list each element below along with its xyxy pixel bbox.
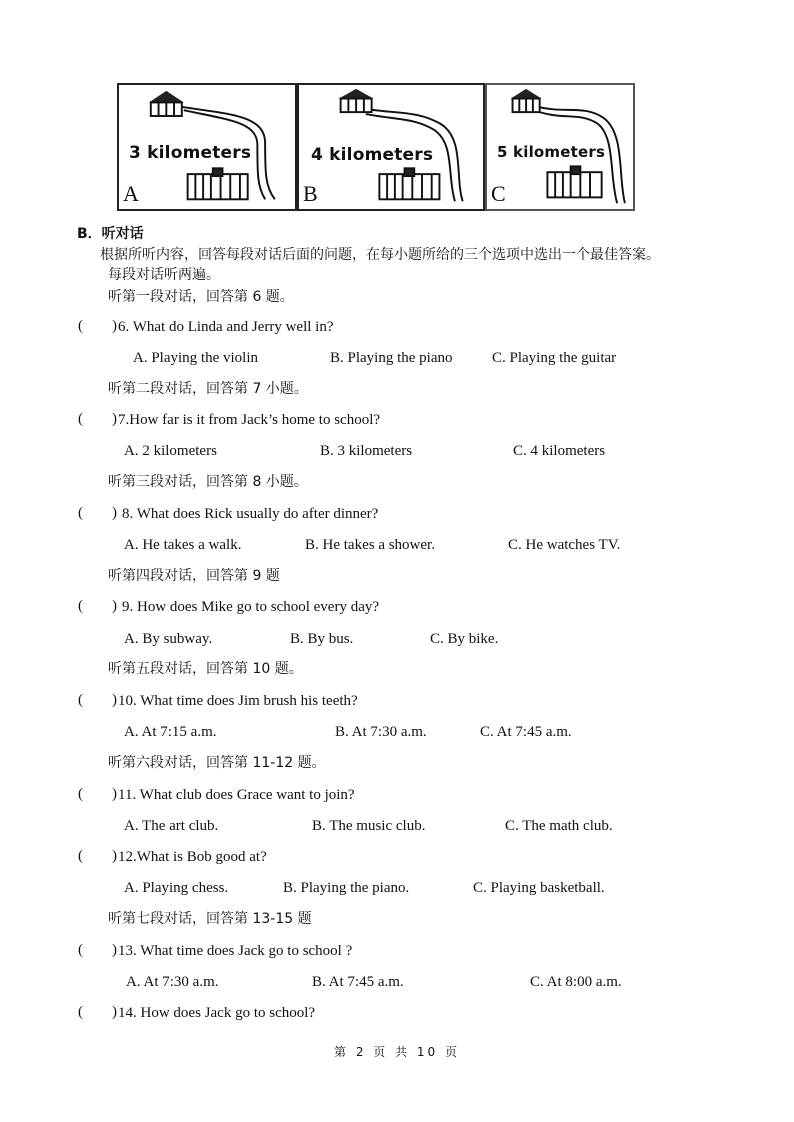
option-letter: C — [491, 181, 506, 206]
option-a: A. Playing the violin — [133, 350, 258, 366]
dialogue-group-label: 听第四段对话，回答第 9 题 — [108, 568, 280, 584]
option-c: C. Playing basketball. — [473, 880, 605, 896]
option-a: A. Playing chess. — [124, 880, 229, 896]
option-c: C. By bike. — [430, 631, 499, 647]
answer-blank-open: ( — [78, 848, 83, 864]
option-a: A. At 7:15 a.m. — [124, 724, 217, 740]
house-icon — [511, 89, 542, 112]
option-a: A. The art club. — [124, 818, 219, 834]
question-text: 8. What does Rick usually do after dinner? — [122, 506, 379, 522]
option-a: A. By subway. — [124, 631, 213, 647]
answer-blank-close: ) — [112, 1004, 117, 1020]
dialogue-group-label: 听第五段对话，回答第 10 题。 — [108, 661, 303, 677]
answer-blank-close: ) — [112, 411, 117, 427]
option-c: C. 4 kilometers — [513, 443, 606, 459]
question-text: 13. What time does Jack go to school ? — [118, 943, 353, 959]
option-b: B. At 7:45 a.m. — [312, 974, 404, 990]
answer-blank-open: ( — [78, 692, 83, 708]
question-text: 9. How does Mike go to school every day? — [122, 599, 380, 615]
option-b: B. Playing the piano — [330, 350, 453, 366]
dialogue-group-label: 听第一段对话，回答第 6 题。 — [108, 289, 294, 305]
question-text: 14. How does Jack go to school? — [118, 1005, 316, 1021]
instruction-line: 根据所听内容，回答每段对话后面的问题，在每小题所给的三个选项中选出一个最佳答案。 — [100, 247, 660, 263]
option-b: B. The music club. — [312, 818, 426, 834]
section-title: B．听对话 — [77, 226, 144, 242]
question-text: 12.What is Bob good at? — [118, 849, 267, 865]
school-icon — [188, 168, 248, 199]
answer-blank-close: ) — [112, 942, 117, 958]
option-c: C. Playing the guitar — [492, 350, 617, 366]
option-b: B. At 7:30 a.m. — [335, 724, 427, 740]
distance-label: 5 kilometers — [497, 143, 606, 161]
distance-label: 4 kilometers — [311, 145, 434, 165]
dialogue-group-label: 听第三段对话，回答第 8 小题。 — [108, 474, 308, 490]
option-letter: B — [303, 181, 318, 206]
option-c: C. At 8:00 a.m. — [530, 974, 622, 990]
dialogue-group-label: 听第二段对话，回答第 7 小题。 — [108, 381, 308, 397]
option-c: C. He watches TV. — [508, 537, 621, 553]
distance-label: 3 kilometers — [129, 143, 252, 163]
school-icon — [379, 168, 439, 199]
question-text: 11. What club does Grace want to join? — [118, 787, 355, 803]
answer-blank-close: ) — [112, 848, 117, 864]
option-a: A. 2 kilometers — [124, 443, 217, 459]
answer-blank-close: ) — [112, 598, 117, 614]
question-text: 6. What do Linda and Jerry well in? — [118, 319, 334, 335]
page-number-footer: 第 2 页 共 10 页 — [334, 1045, 460, 1059]
dialogue-group-label: 听第七段对话，回答第 13-15 题 — [108, 911, 312, 927]
answer-blank-open: ( — [78, 318, 83, 334]
option-b: B. Playing the piano. — [283, 880, 410, 896]
option-letter: A — [123, 181, 139, 206]
picture-c — [485, 83, 635, 211]
answer-blank-open: ( — [78, 411, 83, 427]
option-c: C. The math club. — [505, 818, 613, 834]
answer-blank-open: ( — [78, 1004, 83, 1020]
house-icon — [149, 91, 184, 116]
answer-blank-close: ) — [112, 318, 117, 334]
dialogue-group-label: 听第六段对话，回答第 11-12 题。 — [108, 755, 326, 771]
option-a: A. He takes a walk. — [124, 537, 242, 553]
question-text: 10. What time does Jim brush his teeth? — [118, 693, 358, 709]
answer-blank-open: ( — [78, 786, 83, 802]
picture-b — [297, 83, 485, 211]
answer-blank-close: ) — [112, 692, 117, 708]
answer-blank-open: ( — [78, 505, 83, 521]
option-b: B. By bus. — [290, 631, 354, 647]
option-a: A. At 7:30 a.m. — [126, 974, 219, 990]
picture-a — [117, 83, 297, 211]
school-icon — [547, 166, 601, 197]
instruction-line: 每段对话听两遍。 — [108, 267, 220, 283]
option-b: B. He takes a shower. — [305, 537, 435, 553]
question-text: 7.How far is it from Jack’s home to school? — [118, 412, 381, 428]
option-b: B. 3 kilometers — [320, 443, 413, 459]
option-c: C. At 7:45 a.m. — [480, 724, 572, 740]
answer-blank-open: ( — [78, 598, 83, 614]
answer-blank-close: ) — [112, 786, 117, 802]
distance-pictures — [117, 83, 637, 213]
answer-blank-open: ( — [78, 942, 83, 958]
house-icon — [339, 89, 374, 112]
answer-blank-close: ) — [112, 505, 117, 521]
